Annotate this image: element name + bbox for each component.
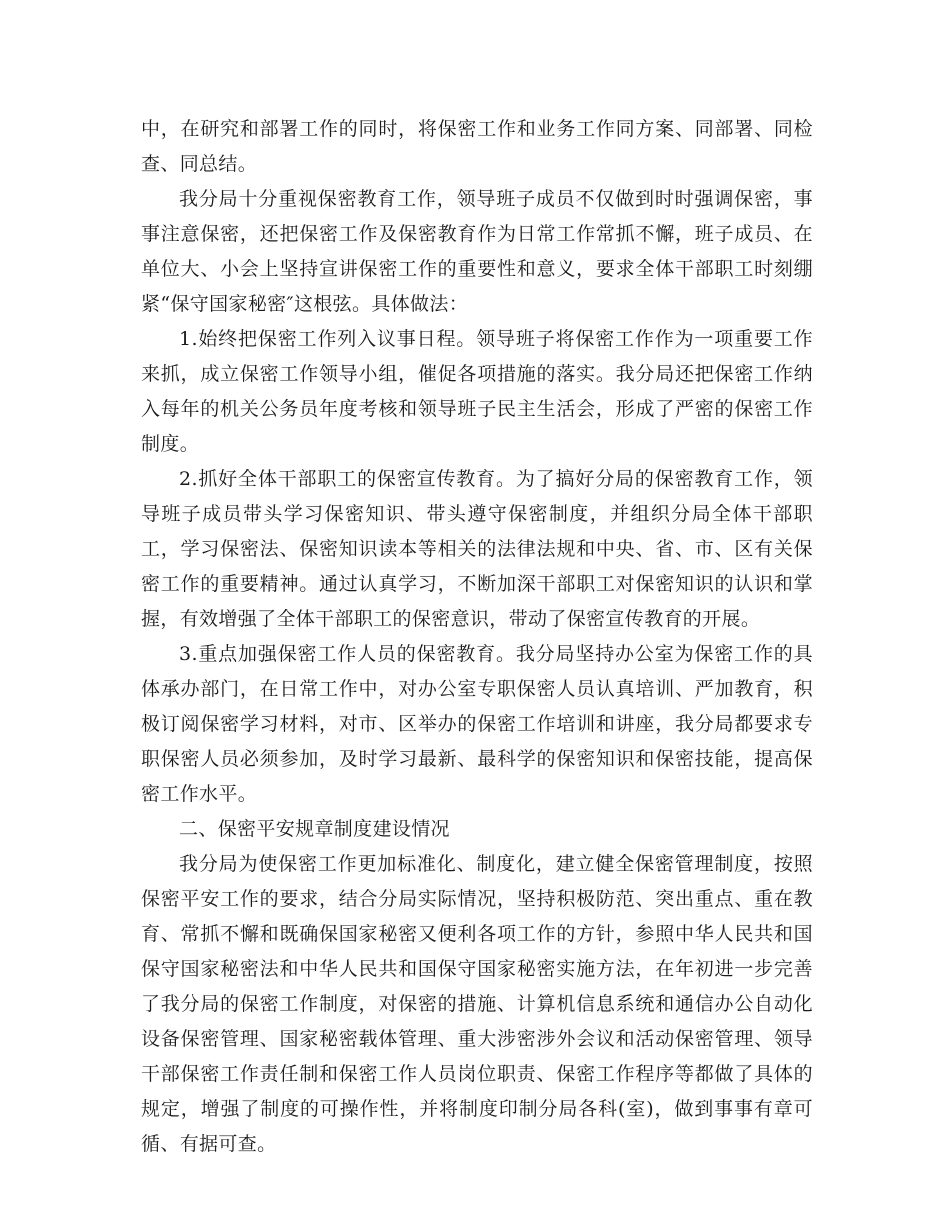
paragraph-regulations: 我分局为使保密工作更加标准化、制度化，建立健全保密管理制度，按照保密平安工作的要求，结合分局实际情况，坚持积极防范、突出重点、重在教育、常抓不懈和既确保国家秘密又便利各项工作的方针，参照中华人民共和国保守国家秘密法和中华人民共和国保守国家秘密实施方法，在年初进一步完善了我分局的保密工作制度，对保密的措施、计算机信息系统和通信办公自动化设备保密管理、国家秘密载体管理、重大涉密涉外会议和活动保密管理、领导干部保密工作责任制和保密工作人员岗位职责、保密工作程序等都做了具体的规定，增强了制度的可操作性，并将制度印制分局各科(室)，做到事事有章可循、有据可查。: [141, 853, 813, 1155]
paragraph-education-overview: 我分局十分重视保密教育工作，领导班子成员不仅做到时时强调保密，事事注意保密，还把保密工作及保密教育作为日常工作常抓不懈，班子成员、在单位大、小会上坚持宣讲保密工作的重要性和意义，要求全体干部职工时刻绷紧“保守国家秘密″这根弦。具体做法：: [141, 188, 813, 315]
section-heading-2: 二、保密平安规章制度建设情况: [179, 818, 450, 840]
paragraph-item-2: 2.抓好全体干部职工的保密宣传教育。为了搞好分局的保密教育工作，领导班子成员带头学习保密知识、带头遵守保密制度，并组织分局全体干部职工，学习保密法、保密知识读本等相关的法律法规和中央、省、市、区有关保密工作的重要精神。通过认真学习，不断加深干部职工对保密知识的认识和掌握，有效增强了全体干部职工的保密意识，带动了保密宣传教育的开展。: [141, 468, 813, 630]
paragraph-item-1: 1.始终把保密工作列入议事日程。领导班子将保密工作作为一项重要工作来抓，成立保密工作领导小组，催促各项措施的落实。我分局还把保密工作纳入每年的机关公务员年度考核和领导班子民主生活会，形成了严密的保密工作制度。: [141, 328, 813, 455]
paragraph-continuation: 中，在研究和部署工作的同时，将保密工作和业务工作同方案、同部署、同检查、同总结。: [141, 118, 813, 175]
document-body: [141, 112, 813, 1162]
paragraph-item-3: 3.重点加强保密工作人员的保密教育。我分局坚持办公室为保密工作的具体承办部门，在日常工作中，对办公室专职保密人员认真培训、严加教育，积极订阅保密学习材料，对市、区举办的保密工作培训和讲座，我分局都要求专职保密人员必须参加，及时学习最新、最科学的保密知识和保密技能，提高保密工作水平。: [141, 643, 813, 805]
